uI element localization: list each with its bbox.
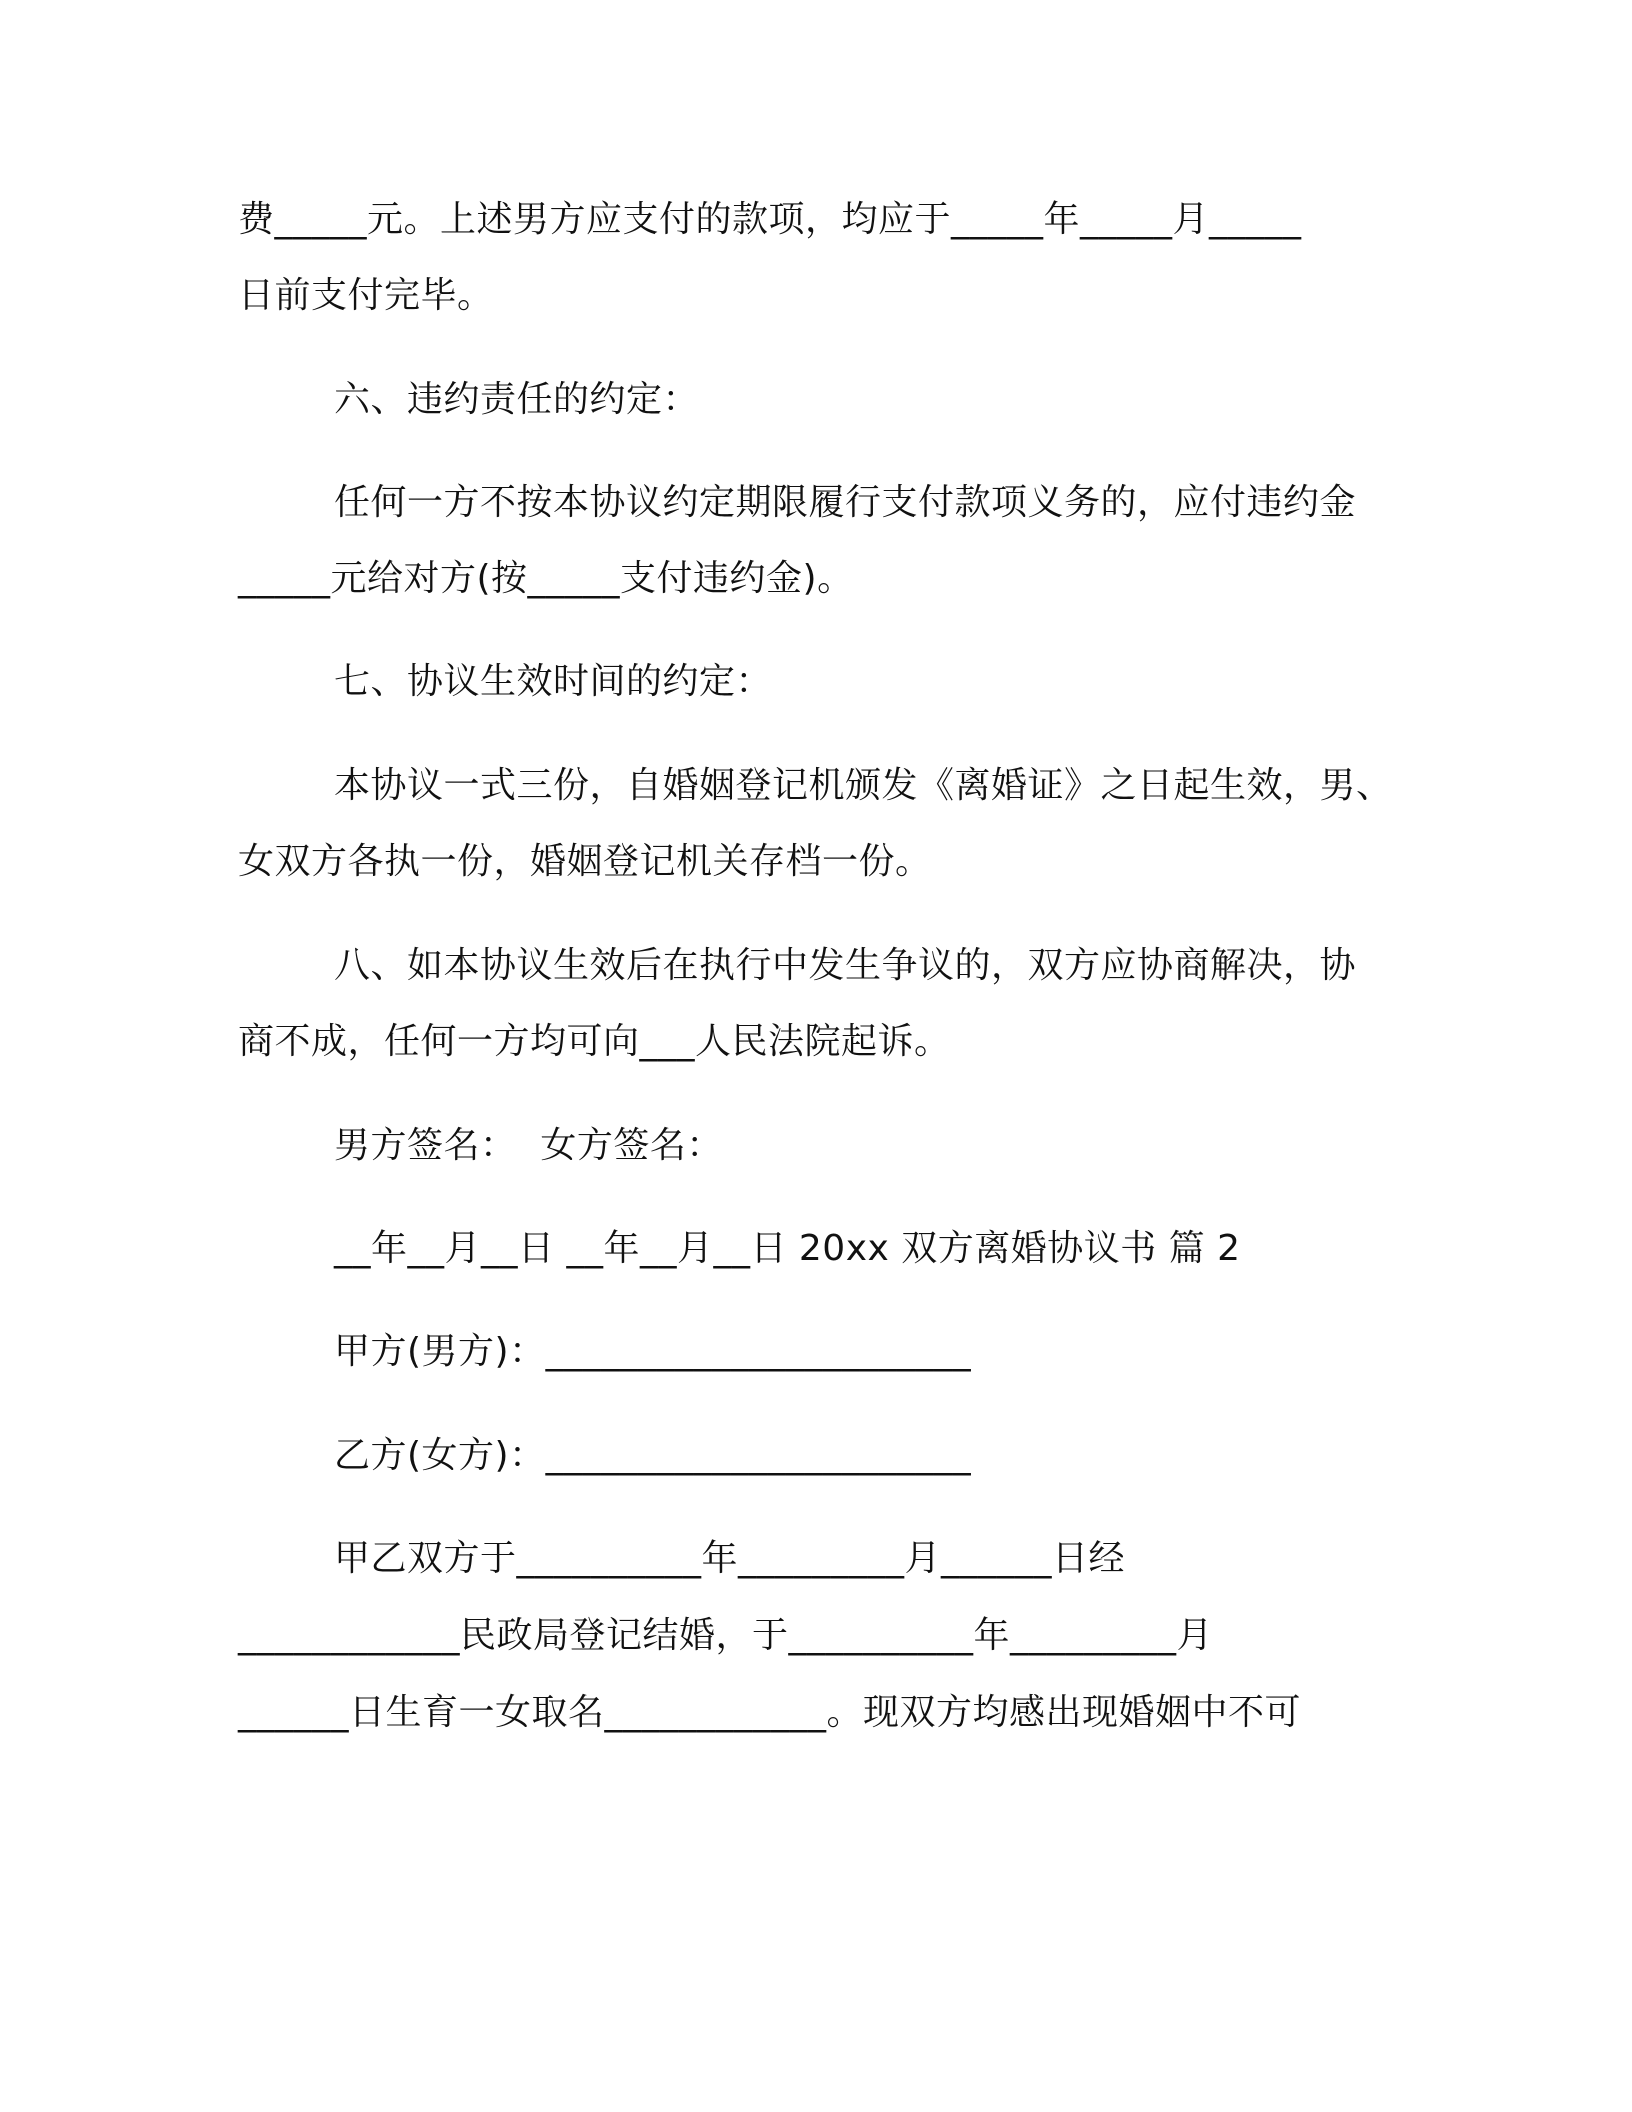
- text-line-5: _____元给对方(按_____支付违约金)。: [238, 558, 854, 599]
- text-line-4: 任何一方不按本协议约定期限履行支付款项义务的，应付违约金: [334, 482, 1357, 523]
- text-line-8: 女双方各执一份，婚姻登记机关存档一份。: [238, 841, 932, 882]
- text-line-10: 商不成，任何一方均可向___人民法院起诉。: [238, 1021, 951, 1062]
- party-b-line: 乙方(女方)：_______________________: [334, 1435, 972, 1476]
- text-line-2: 日前支付完毕。: [238, 275, 494, 316]
- text-line-17: ______日生育一女取名____________。现双方均感出现婚姻中不可: [238, 1692, 1302, 1733]
- text-line-15: 甲乙双方于__________年_________月______日经: [334, 1538, 1126, 1579]
- text-line-9: 八、如本协议生效后在执行中发生争议的，双方应协商解决，协: [334, 945, 1357, 986]
- section-heading-7: 七、协议生效时间的约定：: [334, 661, 773, 702]
- text-line-7: 本协议一式三份，自婚姻登记机颁发《离婚证》之日起生效，男、: [334, 765, 1393, 806]
- signature-line: 男方签名： 女方签名：: [334, 1125, 723, 1166]
- section-heading-6: 六、违约责任的约定：: [334, 379, 700, 420]
- date-title-line: __年__月__日 __年__月__日 20xx 双方离婚协议书 篇 2: [334, 1228, 1241, 1269]
- text-line-16: ____________民政局登记结婚，于__________年_________月: [238, 1615, 1214, 1656]
- text-line-1: 费_____元。上述男方应支付的款项，均应于_____年_____月_____: [238, 199, 1302, 240]
- party-a-line: 甲方(男方)：_______________________: [334, 1331, 972, 1372]
